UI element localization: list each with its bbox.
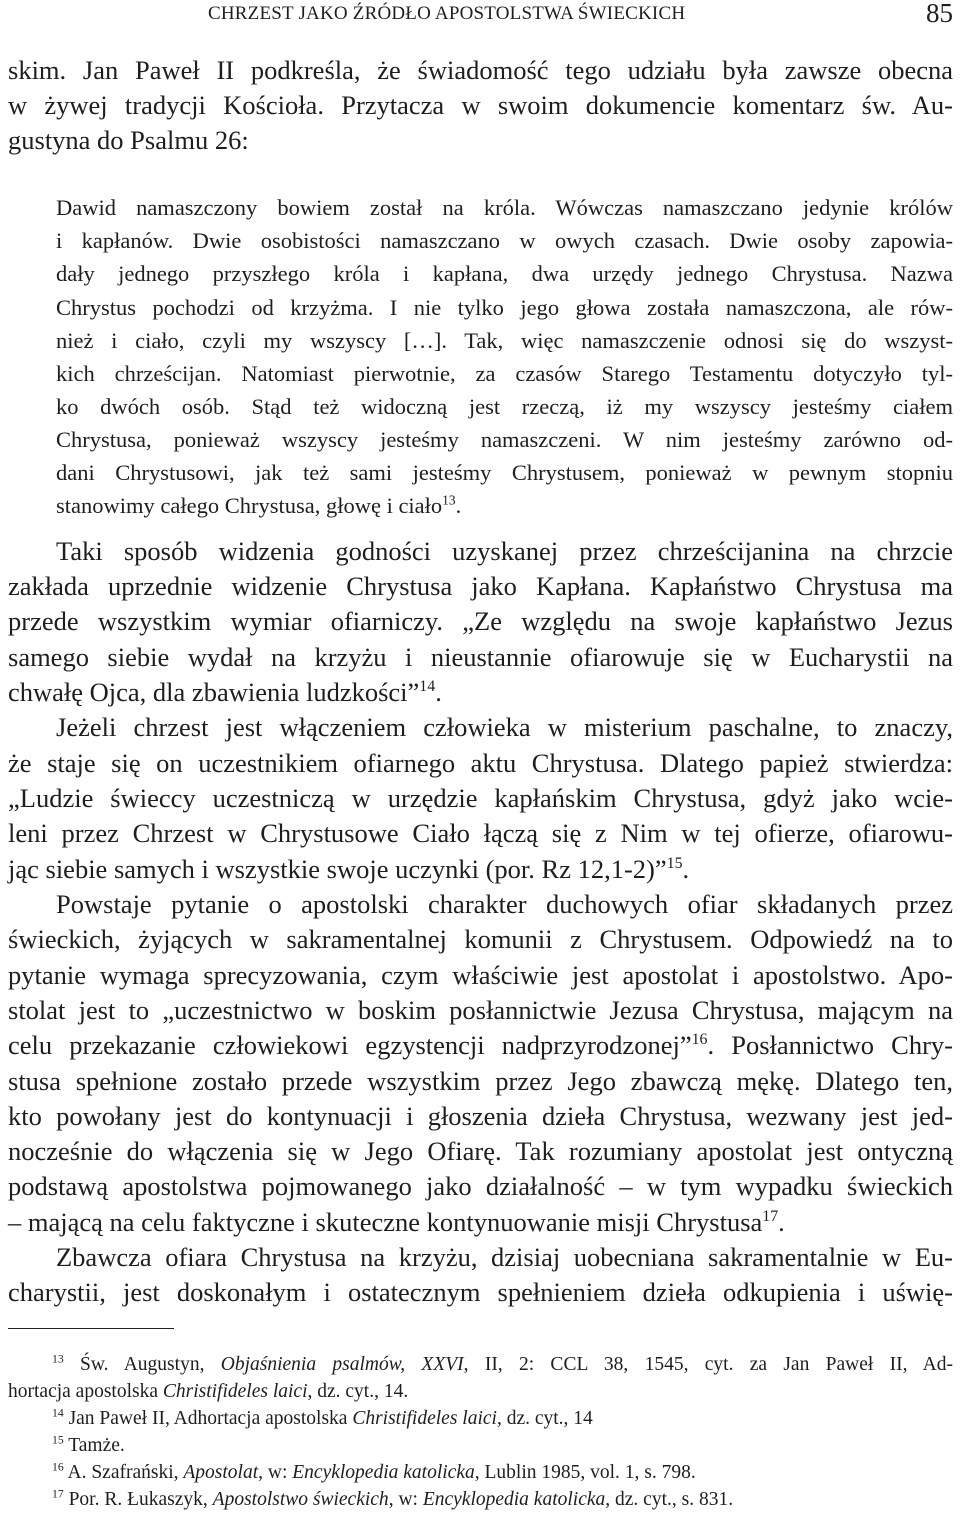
text-line: Zbawcza ofiara Chrystusa na krzyżu, dzisiaj uobecniana sakramentalnie w Eu-	[56, 1242, 953, 1272]
text-line: skim. Jan Paweł II podkreśla, że świadomość tego udziału była zawsze obecna	[8, 55, 953, 85]
quote-line: dani Chrystusowi, jak też sami jesteśmy Chrystusem, ponieważ w pewnym stopniu	[56, 460, 953, 485]
footnote-title: Encyklopedia katolicka	[422, 1489, 606, 1510]
footnote-ref: 14	[419, 678, 436, 696]
text-span: jąc siebie samych i wszystkie swoje uczynki (por. Rz 12,1-2)”	[8, 854, 667, 884]
text-line: Powstaje pytanie o apostolski charakter duchowych ofiar składanych przez	[56, 889, 953, 919]
quote-line: Chrystus pochodzi od krzyżma. I nie tylko jego głowa została namaszczona, ale rów-	[56, 295, 953, 320]
text-line: nocześnie do włączenia się w Jego Ofiarę. Tak rozumiany apostolat jest ontyczną	[8, 1136, 953, 1166]
footnote-text: Tamże.	[63, 1435, 125, 1456]
text-line: świeckich, żyjących w sakramentalnej komunii z Chrystusem. Odpowiedź na to	[8, 924, 953, 954]
text-span: .	[435, 677, 442, 707]
footnote-text: , dz. cyt., 14	[496, 1408, 593, 1429]
footnote-16	[8, 1460, 953, 1486]
quote-line: kich chrześcijan. Natomiast pierwotnie, za czasów Starego Testamentu dotyczyło tyl-	[56, 361, 953, 386]
text-span: celu przekazanie człowiekowi egzystencji nadprzyrodzonej”	[8, 1030, 692, 1060]
quote-line	[56, 491, 953, 521]
footnote-text: A. Szafrański,	[63, 1462, 184, 1483]
text-span: – mającą na celu faktyczne i skuteczne kontynuowanie misji Chrystusa	[8, 1207, 763, 1237]
page-number: 85	[926, 0, 953, 28]
quote-line: dały jednego przyszłego króla i kapłana, dwa urzędy jednego Chrystusa. Nazwa	[56, 261, 953, 286]
text-span: .	[682, 854, 690, 884]
footnote-title: Objaśnienia psalmów, XXVI	[220, 1354, 464, 1375]
text-span: .	[778, 1207, 785, 1237]
footnote-ref: 15	[666, 855, 683, 873]
text-line: gustyna do Psalmu 26:	[8, 125, 249, 155]
footnote-17	[8, 1487, 953, 1513]
footnote-title: Christifideles laici	[352, 1408, 497, 1429]
text-line	[8, 1204, 953, 1240]
footnote-ref: 16	[691, 1031, 708, 1049]
footnote-number: 13	[52, 1352, 64, 1366]
footnote-14	[8, 1406, 953, 1432]
text-line	[8, 851, 953, 887]
footnote-title: Encyklopedia katolicka	[292, 1462, 475, 1483]
footnote-text: , w:	[258, 1462, 293, 1483]
footnote-ref: 13	[442, 492, 456, 508]
quote-line: Dawid namaszczony bowiem został na króla. Wówczas namaszczano jedynie królów	[56, 195, 953, 220]
footnote-number: 16	[52, 1460, 64, 1474]
footnote-title: Apostolat	[183, 1462, 259, 1483]
text-line: przede wszystkim wymiar ofiarniczy. „Ze względu na swoje kapłaństwo Jezus	[8, 606, 953, 636]
quote-line: i kapłanów. Dwie osobistości namaszczano w owych czasach. Dwie osoby zapowia-	[56, 228, 953, 253]
quote-line: Chrystusa, ponieważ wszyscy jesteśmy namaszczeni. W nim jesteśmy zarówno od-	[56, 427, 953, 452]
text-line: Taki sposób widzenia godności uzyskanej przez chrześcijanina na chrzcie	[56, 536, 953, 566]
text-line: podstawą apostolstwa pojmowanego jako działalność – w tym wypadku świeckich	[8, 1171, 953, 1201]
footnote-13-cont	[8, 1379, 953, 1405]
footnote-title: Apostolstwo świeckich	[212, 1489, 389, 1510]
quote-text: .	[455, 493, 462, 518]
text-line: kto powołany jest do kontynuacji i głoszenia dzieła Chrystusa, wezwany jest jed-	[8, 1101, 953, 1131]
text-line: stusa spełnione zostało przede wszystkim przez Jego zbawczą mękę. Dlatego ten,	[8, 1066, 953, 1096]
text-line	[8, 674, 953, 710]
footnote-13	[8, 1352, 953, 1378]
footnote-text: , Lublin 1985, vol. 1, s. 798.	[474, 1462, 696, 1483]
text-line: pytanie wymaga sprecyzowania, czym właściwie jest apostolat i apostolstwo. Apo-	[8, 960, 953, 990]
text-line: w żywej tradycji Kościoła. Przytacza w swoim dokumencie komentarz św. Au-	[8, 90, 953, 120]
quote-line: nież i ciało, czyli my wszyscy […]. Tak, więc namaszczenie odnosi się do wszyst-	[56, 328, 953, 353]
footnote-number: 15	[52, 1433, 64, 1447]
text-line	[8, 1027, 953, 1063]
footnote-ref: 17	[762, 1208, 779, 1226]
footnote-text: , II, 2: CCL 38, 1545, cyt. za Jan Paweł II, Ad-	[463, 1354, 953, 1375]
footnote-15	[8, 1433, 953, 1459]
text-line: samego siebie wydał na krzyżu i nieustannie ofiarowuje się w Eucharystii na	[8, 642, 953, 672]
footnote-text: , dz. cyt., 14.	[307, 1381, 409, 1402]
footnote-text: , dz. cyt., s. 831.	[605, 1489, 734, 1510]
footnote-text: Jan Paweł II, Adhortacja apostolska	[63, 1408, 353, 1429]
footnote-text: Św. Augustyn,	[63, 1354, 221, 1375]
text-line: stolat jest to „uczestnictwo w boskim posłannictwie Jezusa Chrystusa, mającym na	[8, 995, 953, 1025]
quote-text: stanowimy całego Chrystusa, głowę i ciało	[56, 493, 443, 518]
text-span: . Posłannictwo Chry-	[707, 1030, 953, 1060]
footnote-text: Por. R. Łukaszyk,	[63, 1489, 213, 1510]
text-line: „Ludzie świeccy uczestniczą w urzędzie kapłańskim Chrystusa, gdyż jako wcie-	[8, 783, 953, 813]
footnote-text: , w:	[388, 1489, 423, 1510]
footnote-number: 14	[52, 1406, 64, 1420]
footnote-title: Christifideles laici	[162, 1381, 308, 1402]
footnote-number: 17	[52, 1487, 64, 1501]
text-span: chwałę Ojca, dla zbawienia ludzkości”	[8, 677, 420, 707]
text-line: charystii, jest doskonałym i ostatecznym spełnieniem dzieła odkupienia i uświę-	[8, 1277, 953, 1307]
footnote-text: hortacja apostolska	[8, 1381, 163, 1402]
text-line: zakłada uprzednie widzenie Chrystusa jako Kapłana. Kapłaństwo Chrystusa ma	[8, 571, 953, 601]
footnote-divider	[8, 1328, 174, 1329]
text-line: leni przez Chrzest w Chrystusowe Ciało łączą się z Nim w tej ofierze, ofiarowu-	[8, 818, 953, 848]
quote-line: ko dwóch osób. Stąd też widoczną jest rzeczą, iż my wszyscy jesteśmy ciałem	[56, 394, 953, 419]
running-header	[8, 0, 953, 32]
running-title: CHRZEST JAKO ŹRÓDŁO APOSTOLSTWA ŚWIECKICH	[208, 3, 686, 24]
text-line: Jeżeli chrzest jest włączeniem człowieka w misterium paschalne, to znaczy,	[56, 712, 953, 742]
text-line: że staje się on uczestnikiem ofiarnego aktu Chrystusa. Dlatego papież stwierdza:	[8, 748, 953, 778]
